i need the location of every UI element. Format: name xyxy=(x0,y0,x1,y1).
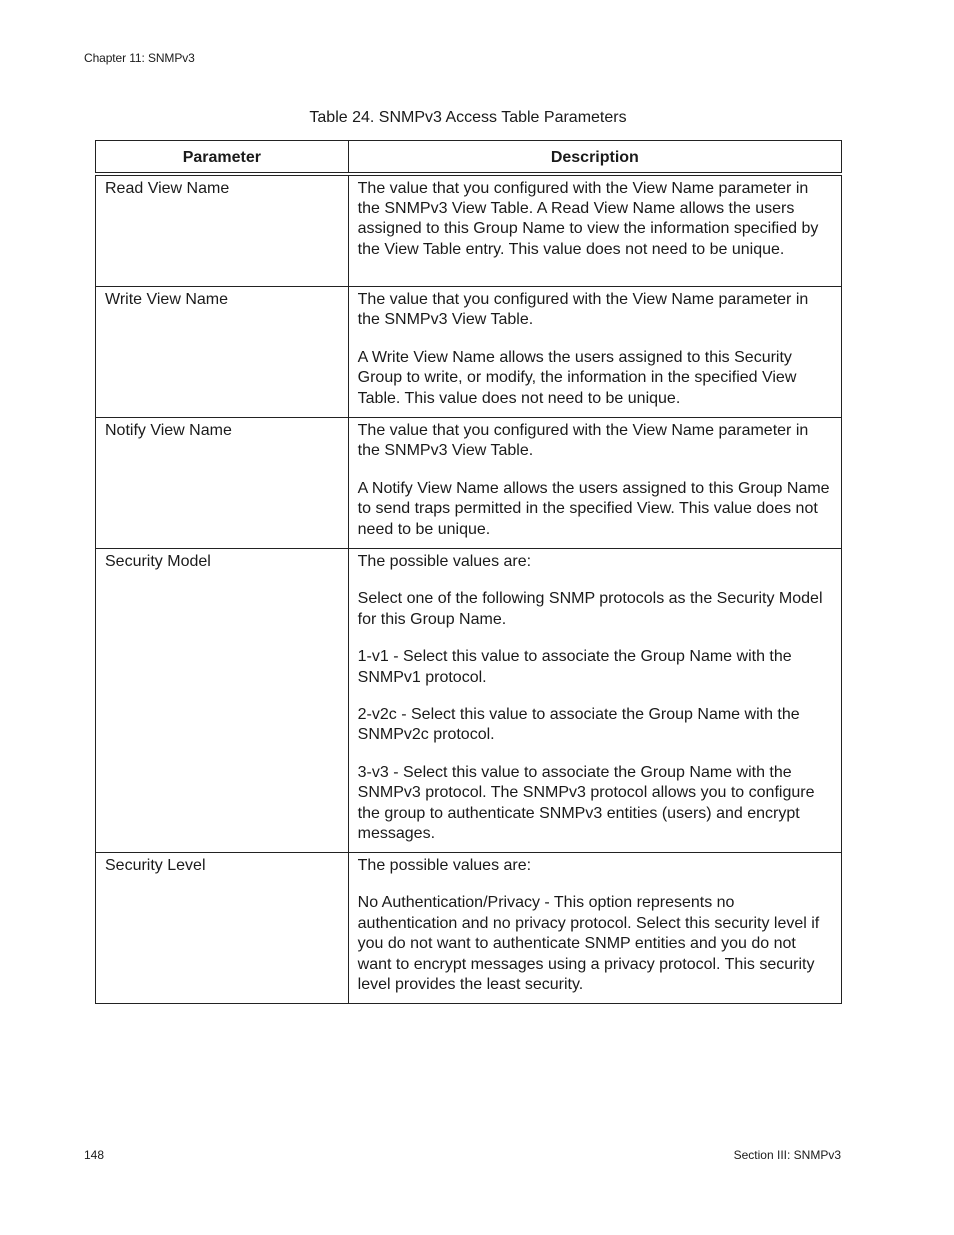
table-row xyxy=(96,287,842,418)
table-row xyxy=(96,853,842,1004)
description-cell xyxy=(348,418,841,549)
description-paragraph: A Write View Name allows the users assigned to this Security Group to write, or modify, the information in the specified View Table. This value does not need to be unique. xyxy=(357,348,797,407)
section-footer: Section III: SNMPv3 xyxy=(733,1148,841,1162)
parameter-cell: Write View Name xyxy=(96,287,349,418)
description-paragraph: The value that you configured with the View Name parameter in the SNMPv3 View Table. xyxy=(357,422,809,460)
description-paragraph: A Notify View Name allows the users assigned to this Group Name to send traps permitted in the specified View. This value does not need to be unique. xyxy=(357,479,830,538)
chapter-header: Chapter 11: SNMPv3 xyxy=(84,51,195,65)
description-cell xyxy=(348,853,841,1004)
description-cell xyxy=(348,287,841,418)
description-paragraph: No Authentication/Privacy - This option represents no authentication and no privacy protocol. Select this security level if you do not want to authenticate SNMP entities and you do not want to encrypt messages using a privacy protocol. This security level provides the least security. xyxy=(357,894,820,994)
page-number: 148 xyxy=(84,1148,105,1162)
table-row xyxy=(96,174,842,287)
description-paragraph: 2-v2c - Select this value to associate the Group Name with the SNMPv2c protocol. xyxy=(357,706,800,744)
description-paragraph: The possible values are: xyxy=(357,553,532,570)
description-paragraph: The possible values are: xyxy=(357,857,532,874)
parameters-table xyxy=(95,140,842,1004)
parameter-cell: Security Level xyxy=(96,853,349,1004)
description-paragraph: 1-v1 - Select this value to associate the Group Name with the SNMPv1 protocol. xyxy=(357,648,792,686)
column-header-parameter: Parameter xyxy=(96,141,349,174)
description-paragraph: The value that you configured with the View Name parameter in the SNMPv3 View Table. A Read View Name allows the users assigned to this Group Name to view the information specified by the View Table entry. This value does not need to be unique. xyxy=(357,179,819,258)
table-row xyxy=(96,418,842,549)
parameter-cell: Read View Name xyxy=(96,174,349,287)
parameter-cell: Notify View Name xyxy=(96,418,349,549)
description-paragraph: Select one of the following SNMP protocols as the Security Model for this Group Name. xyxy=(357,590,823,628)
table-header-row xyxy=(96,141,842,174)
table-caption: Table 24. SNMPv3 Access Table Parameters xyxy=(309,109,627,126)
description-paragraph: The value that you configured with the View Name parameter in the SNMPv3 View Table. xyxy=(357,291,809,329)
parameter-cell: Security Model xyxy=(96,549,349,853)
description-cell xyxy=(348,174,841,287)
table-row xyxy=(96,549,842,853)
column-header-description: Description xyxy=(348,141,841,174)
description-paragraph: 3-v3 - Select this value to associate the Group Name with the SNMPv3 protocol. The SNMPv3 protocol allows you to configure the group to authenticate SNMPv3 entities (users) and encrypt messages. xyxy=(357,763,815,843)
description-cell xyxy=(348,549,841,853)
